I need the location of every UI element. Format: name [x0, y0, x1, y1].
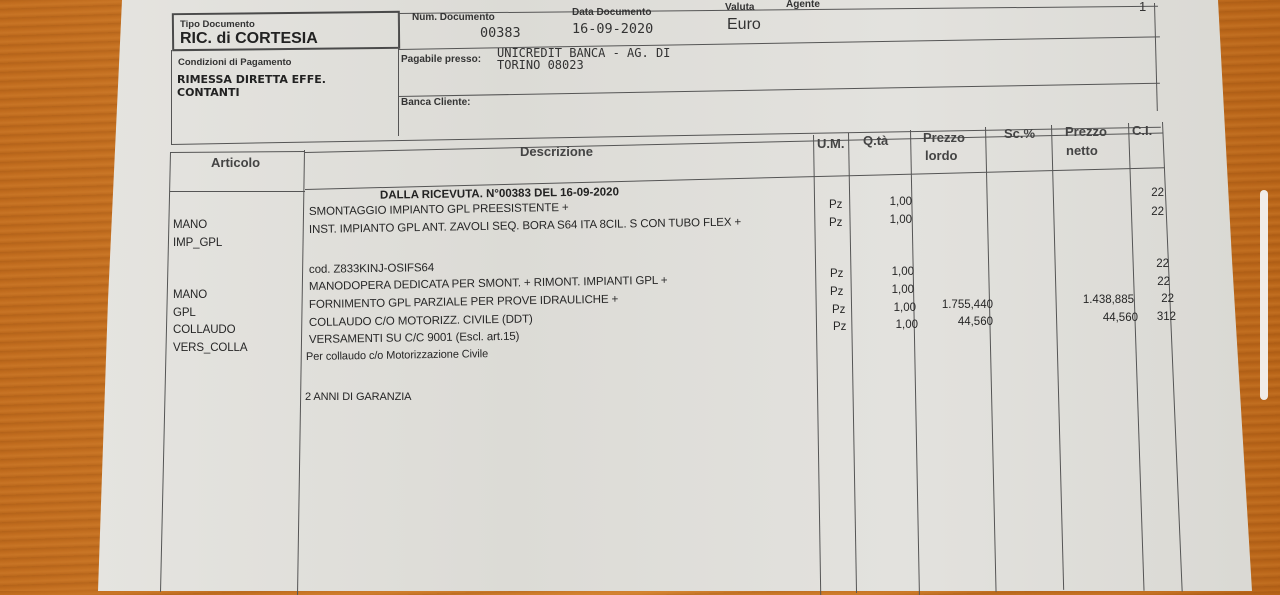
col-header-prezzo-netto-1: Prezzo: [1065, 124, 1107, 139]
row-ci: 22: [1156, 258, 1169, 270]
col-header-prezzo-lordo-2: lordo: [925, 148, 958, 163]
row-qta: 1,00: [889, 196, 912, 208]
row-prezzo-netto: 1.438,885: [1082, 294, 1134, 306]
col-header-qta: Q.tà: [863, 133, 889, 148]
descrizione-line: cod. Z833KINJ-OSIFS64: [308, 262, 435, 276]
row-um: Pz: [833, 321, 847, 333]
pagabile-presso-line1: UNICREDIT BANCA - AG. DI: [497, 46, 671, 60]
row-prezzo-lordo: 44,560: [957, 316, 993, 328]
descrizione-line: Per collaudo c/o Motorizzazione Civile: [305, 348, 489, 363]
descrizione-heading: DALLA RICEVUTA. N°00383 DEL 16-09-2020: [379, 186, 620, 202]
condizioni-pagamento-line2: CONTANTI: [177, 86, 240, 99]
row-um: Pz: [830, 286, 844, 298]
valuta-value: Euro: [727, 16, 761, 33]
row-qta: 1,00: [893, 302, 916, 314]
condizioni-pagamento-label: Condizioni di Pagamento: [178, 57, 292, 68]
descrizione-line: FORNIMENTO GPL PARZIALE PER PROVE IDRAULICHE +: [308, 293, 619, 311]
col-header-prezzo-lordo-1: Prezzo: [923, 130, 965, 145]
row-qta: 1,00: [895, 319, 918, 331]
banca-cliente-label: Banca Cliente:: [401, 97, 471, 108]
row-ci: 22: [1157, 276, 1170, 288]
descrizione-line: COLLAUDO C/O MOTORIZZ. CIVILE (DDT): [308, 313, 533, 329]
row-qta: 1,00: [891, 284, 914, 296]
pagabile-presso-label: Pagabile presso:: [401, 54, 482, 65]
row-ci: 312: [1156, 311, 1176, 323]
data-documento-label: Data Documento: [572, 7, 652, 18]
tipo-documento-label: Tipo Documento: [180, 19, 255, 30]
col-header-ci: C.I.: [1132, 123, 1153, 138]
header-left-border: [171, 50, 172, 144]
page-number: 1: [1139, 0, 1147, 14]
num-documento-value: 00383: [480, 25, 521, 41]
articolo-line: VERS_COLLA: [173, 342, 248, 354]
vertical-scrollbar[interactable]: [1260, 190, 1268, 400]
row-um: Pz: [830, 268, 844, 280]
header-mid-border: [398, 13, 399, 136]
num-documento-label: Num. Documento: [412, 12, 495, 23]
col-header-um: U.M.: [817, 136, 845, 151]
row-ci: 22: [1151, 187, 1164, 199]
row-qta: 1,00: [891, 266, 914, 278]
row-um: Pz: [832, 304, 846, 316]
descrizione-line: VERSAMENTI SU C/C 9001 (Escl. art.15): [308, 330, 520, 346]
col-header-sconto: Sc.%: [1004, 126, 1036, 141]
pagabile-presso-line2: TORINO 08023: [497, 58, 584, 72]
articolo-line: GPL: [173, 307, 196, 319]
descrizione-line: INST. IMPIANTO GPL ANT. ZAVOLI SEQ. BORA S64 ITA 8CIL. S CON TUBO FLEX +: [308, 216, 742, 236]
agente-label: Agente: [786, 0, 820, 10]
row-qta: 1,00: [889, 214, 912, 226]
row-prezzo-netto: 44,560: [1102, 312, 1138, 324]
valuta-label: Valuta: [725, 2, 755, 13]
descrizione-line: 2 ANNI DI GARANZIA: [305, 391, 412, 403]
col-header-descrizione: Descrizione: [520, 144, 593, 159]
tipo-documento-value: RIC. di CORTESIA: [180, 30, 318, 47]
articolo-line: COLLAUDO: [173, 324, 236, 336]
data-documento-value: 16-09-2020: [572, 21, 654, 37]
condizioni-pagamento-line1: RIMESSA DIRETTA EFFE.: [177, 73, 326, 86]
descrizione-line: MANODOPERA DEDICATA PER SMONT. + RIMONT. IMPIANTI GPL +: [308, 274, 668, 293]
table-header-divider: [170, 191, 305, 192]
row-ci: 22: [1161, 293, 1174, 305]
row-um: Pz: [829, 199, 843, 211]
col-header-articolo: Articolo: [211, 155, 261, 170]
row-um: Pz: [829, 217, 843, 229]
articolo-line: IMP_GPL: [173, 237, 223, 249]
col-header-prezzo-netto-2: netto: [1066, 143, 1098, 158]
descrizione-line: SMONTAGGIO IMPIANTO GPL PREESISTENTE +: [308, 201, 569, 218]
row-ci: 22: [1151, 206, 1164, 218]
articolo-line: MANO: [173, 289, 208, 301]
articolo-line: MANO: [173, 219, 208, 231]
row-prezzo-lordo: 1.755,440: [941, 299, 993, 311]
